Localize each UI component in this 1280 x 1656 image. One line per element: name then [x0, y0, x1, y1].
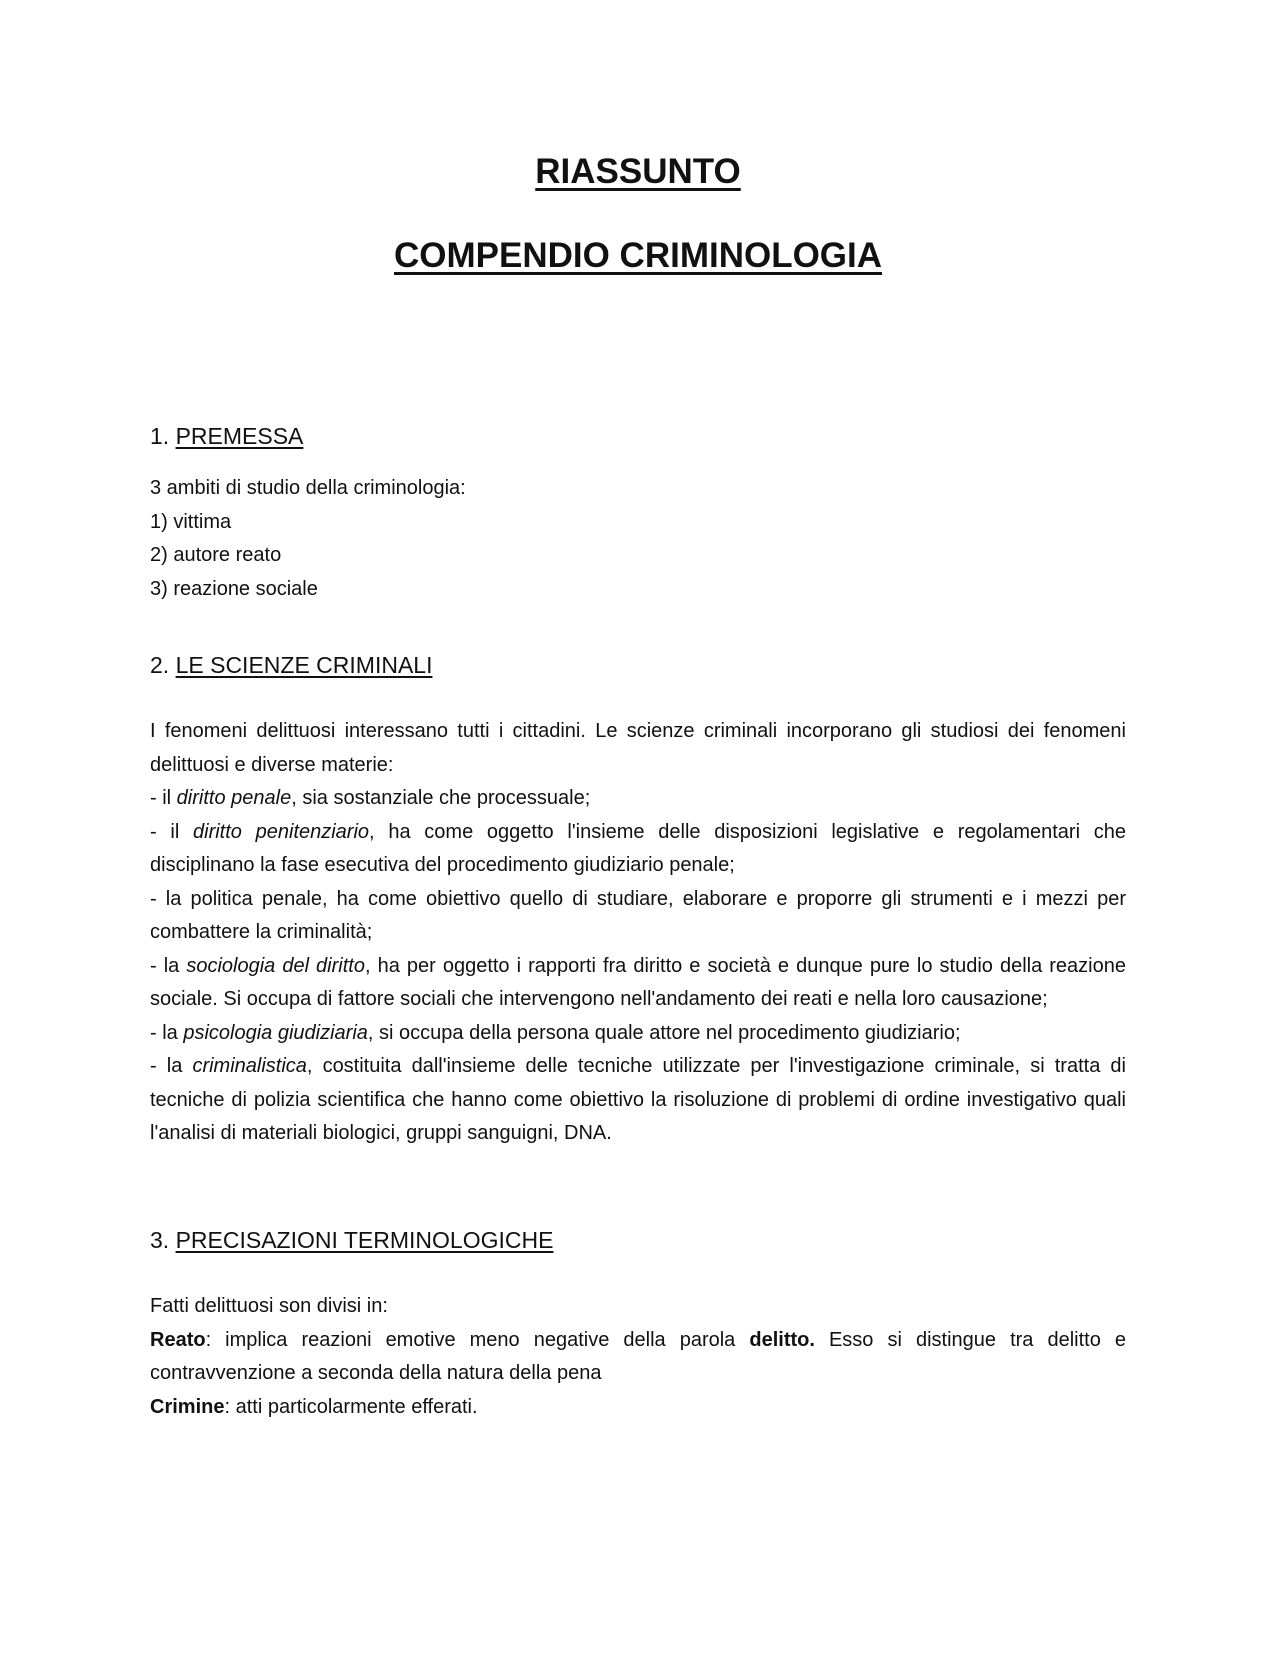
section-heading-text: LE SCIENZE CRIMINALI [175, 652, 433, 678]
term: delitto. [749, 1328, 815, 1351]
term: sociologia del diritto [186, 954, 365, 977]
list-item: 1) vittima [150, 510, 232, 533]
term: diritto penale [176, 787, 292, 809]
section-heading-text: PREMESSA [175, 423, 304, 449]
section-premessa [150, 423, 1126, 606]
section-heading-text: PRECISAZIONI TERMINOLOGICHE [175, 1227, 554, 1253]
definition-reato: Reato: implica reazioni emotive meno negative della parola delitto. Esso si distingue tra delitto e contravvenzione a seconda della natura della pena [150, 1328, 1127, 1384]
section-number: 3. [150, 1227, 170, 1253]
term: diritto penitenziario [193, 820, 370, 843]
document-title: RIASSUNTO [535, 152, 741, 191]
section-heading-scienze-criminali [150, 652, 1126, 679]
section-precisazioni [150, 1227, 1126, 1424]
list-item: - la politica penale, ha come obiettivo quello di studiare, elaborare e proporre gli strumenti e i mezzi per combattere la criminalità; [150, 887, 1126, 943]
section-number: 2. [150, 652, 170, 678]
section-scienze-criminali [150, 652, 1126, 1151]
section-number: 1. [150, 423, 170, 449]
document-subtitle: COMPENDIO CRIMINOLOGIA [393, 236, 883, 275]
list-item: - la criminalistica, costituita dall'insieme delle tecniche utilizzate per l'investigazione criminale, si tratta di tecniche di polizia scientifica che hanno come obiettivo la risoluzione di problemi di ordine investigativo quali l'analisi di materiali biologici, gruppi sanguigni, DNA. [150, 1055, 1126, 1144]
section-intro: Fatti delittuosi son divisi in: [150, 1295, 388, 1317]
list-item: 3) reazione sociale [150, 577, 318, 600]
section-heading-premessa [150, 423, 1126, 450]
section-intro: I fenomeni delittuosi interessano tutti i cittadini. Le scienze criminali incorporano gli studiosi dei fenomeni delittuosi e diverse materie: [150, 720, 1126, 776]
list-item: 2) autore reato [150, 544, 282, 566]
definition-crimine: Crimine: atti particolarmente efferati. [150, 1395, 478, 1418]
section-heading-precisazioni [150, 1227, 1126, 1254]
list-item: - la psicologia giudiziaria, si occupa della persona quale attore nel procedimento giudiziario; [150, 1021, 961, 1044]
term: criminalistica [192, 1055, 307, 1077]
list-item: - il diritto penitenziario, ha come oggetto l'insieme delle disposizioni legislative e regolamentari che disciplinano la fase esecutiva del procedimento giudiziario penale; [150, 820, 1126, 876]
section-intro: 3 ambiti di studio della criminologia: [150, 477, 466, 499]
list-item: - la sociologia del diritto, ha per oggetto i rapporti fra diritto e società e dunque pure lo studio della reazione sociale. Si occupa di fattore sociali che intervengono nell'andamento dei reati e nella loro causazione; [150, 954, 1126, 1010]
term: psicologia giudiziaria [183, 1021, 368, 1044]
list-item: - il diritto penale, sia sostanziale che processuale; [150, 787, 591, 809]
term: Reato [150, 1328, 206, 1351]
term: Crimine [150, 1395, 225, 1418]
